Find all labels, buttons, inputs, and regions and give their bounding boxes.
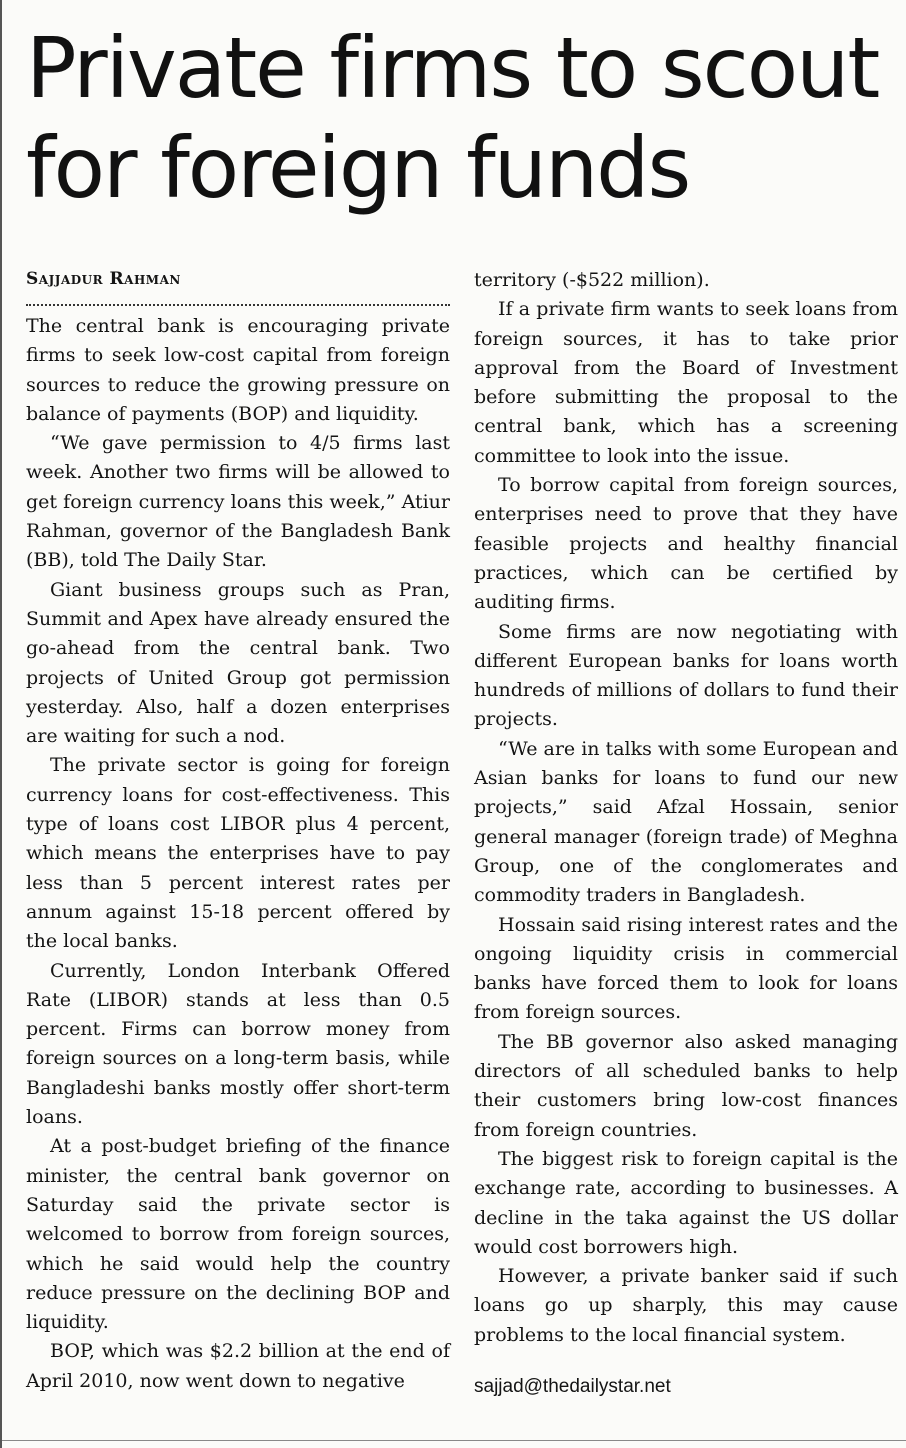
right-column xyxy=(474,266,898,1401)
paragraph: Currently, London Interbank Offered Rate (LIBOR) stands at less than 0.5 percent. Firms can borrow money from foreign sources on a long-term basis, while Bangladeshi banks mostly offer short-term loans. xyxy=(26,959,450,1129)
headline: Private firms to scout for foreign funds xyxy=(26,19,879,217)
paragraph: The BB governor also asked managing directors of all scheduled banks to help their customers bring low-cost finances from foreign countries. xyxy=(474,1030,898,1141)
paragraph: If a private firm wants to seek loans from foreign sources, it has to take prior approval from the Board of Investment before submitting the proposal to the central bank, which has a screening committee to look into the issue. xyxy=(474,298,898,467)
paragraph-continuation: territory (-$522 million). xyxy=(474,269,710,291)
paragraph: BOP, which was $2.2 billion at the end of April 2010, now went down to negative xyxy=(26,1340,450,1392)
paragraph: The private sector is going for foreign currency loans for cost-effectiveness. This type of loans cost LIBOR plus 4 percent, which means the enterprises have to pay less than 5 percent interest rates per annum against 15-18 percent offered by the local banks. xyxy=(26,754,450,953)
paragraph: “We gave permission to 4/5 firms last week. Another two firms will be allowed to get foreign currency loans this week,” Atiur Rahman, governor of the Bangladesh Bank (BB), told The Daily Star. xyxy=(26,432,450,572)
paragraph: Giant business groups such as Pran, Summit and Apex have already ensured the go-ahead from the central bank. Two projects of United Group got permission yesterday. Also, half a dozen enterprises are waiting for such a nod. xyxy=(26,578,450,748)
paragraph: To borrow capital from foreign sources, enterprises need to prove that they have feasible projects and healthy financial practices, which can be certified by auditing firms. xyxy=(474,474,898,614)
paragraph: The biggest risk to foreign capital is the exchange rate, according to businesses. A decline in the taka against the US dollar would cost borrowers high. xyxy=(474,1147,898,1258)
author-email: sajjad@thedailystar.net xyxy=(474,1375,671,1397)
bottom-rule xyxy=(2,1440,906,1441)
paragraph: “We are in talks with some European and Asian banks for loans to fund our new projects,” said Afzal Hossain, senior general manager (foreign trade) of Meghna Group, one of the conglomerates and commodity traders in Bangladesh. xyxy=(474,737,899,907)
paragraph: Hossain said rising interest rates and the ongoing liquidity crisis in commercial banks have forced them to look for loans from foreign sources. xyxy=(474,913,898,1024)
paragraph: The central bank is encouraging private firms to seek low-cost capital from foreign sources to reduce the growing pressure on balance of payments (BOP) and liquidity. xyxy=(26,315,450,425)
paragraph: However, a private banker said if such loans go up sharply, this may cause problems to the local financial system. xyxy=(474,1265,898,1346)
paragraph: At a post-budget briefing of the finance minister, the central bank governor on Saturday said the private sector is welcomed to borrow from foreign sources, which he said would help the country reduce pressure on the declining BOP and liquidity. xyxy=(26,1135,450,1334)
byline: Sajjadur Rahman xyxy=(26,266,450,306)
left-column xyxy=(26,266,450,1396)
paragraph: Some firms are now negotiating with different European banks for loans worth hundreds of millions of dollars to fund their projects. xyxy=(474,620,898,731)
